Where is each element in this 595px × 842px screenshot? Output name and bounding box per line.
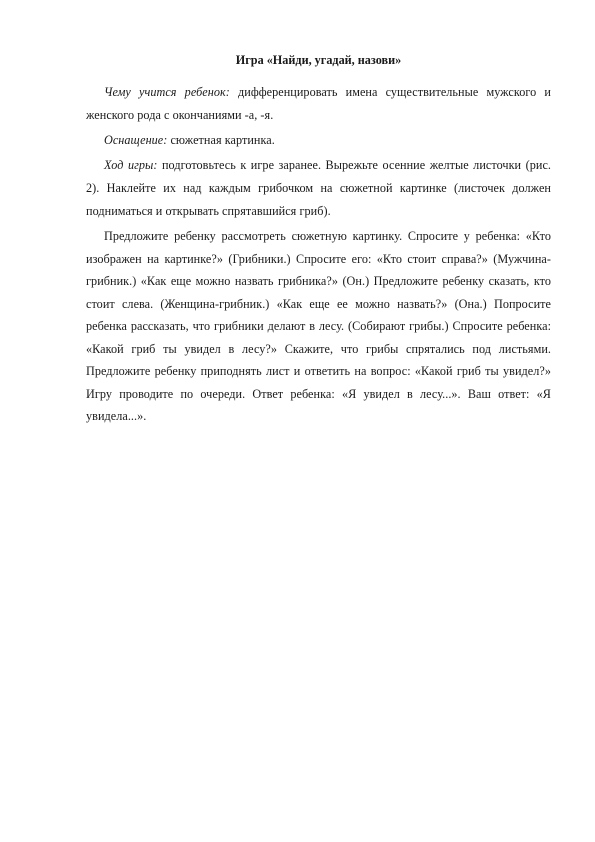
course-text: подготовьтесь к игре заранее. Вырежьте осенние желтые листочки (рис. 2). Наклейте их над каждым грибочком на сюжетной картинке (листочек должен подниматься и открывать спрятавшийся гриб). [86, 158, 551, 218]
document-page [86, 50, 551, 430]
goal-lead: Чему учится ребенок: [104, 85, 230, 99]
equipment-lead: Оснащение: [104, 133, 168, 147]
goal-text: дифференцировать имена существительные мужского и женского рода с окончаниями -а, -я. [86, 85, 551, 122]
course-lead: Ход игры: [104, 158, 158, 172]
main-paragraph: Предложите ребенку рассмотреть сюжетную картинку. Спросите у ребенка: «Кто изображен на картинке?» (Грибники.) Спросите его: «Кто стоит справа?» (Мужчина-грибник.) «Как еще можно назвать грибника?» (Он.) Предложите ребенку сказать, кто стоит слева. (Женщина-грибник.) «Как еще ее можно назвать?» (Она.) Попросите ребенка рассказать, что грибники делают в лесу. (Собирают грибы.) Спросите ребенка: «Какой гриб ты увидел в лесу?» Скажите, что грибы спрятались под листьями. Предложите ребенку приподнять лист и ответить на вопрос: «Какой гриб ты увидел?» Игру проводите по очереди. Ответ ребенка: «Я увидел в лесу...». Ваш ответ: «Я увидела...». [86, 229, 551, 423]
document-title: Игра «Найди, угадай, назови» [235, 53, 402, 67]
goal-paragraph [86, 81, 551, 127]
equipment-paragraph [86, 129, 551, 152]
course-paragraph [86, 154, 551, 223]
equipment-text: сюжетная картинка. [167, 133, 275, 147]
